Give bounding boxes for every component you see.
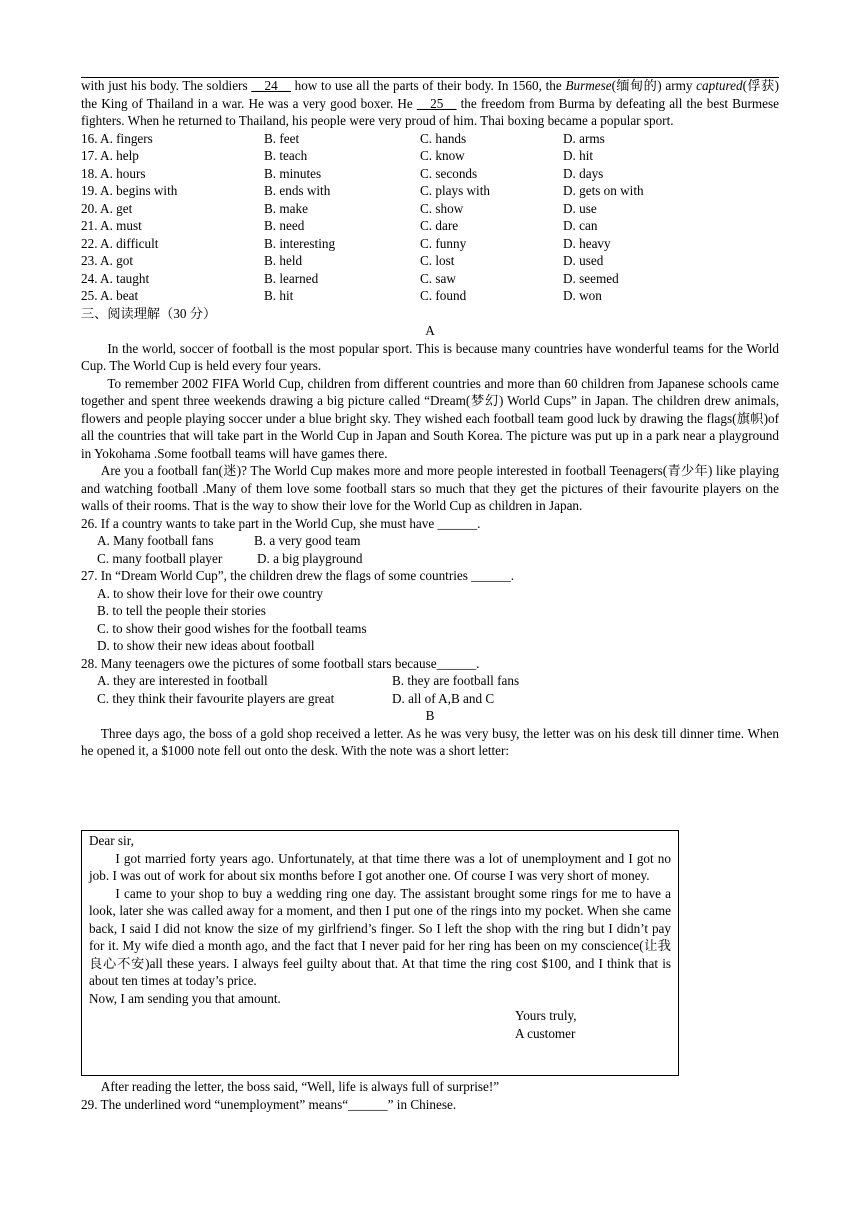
question-29-stem: 29. The underlined word “unemployment” means“______” in Chinese. bbox=[81, 1096, 457, 1112]
option-a: A. Many football fans bbox=[97, 533, 214, 548]
choice-c: C. lost bbox=[420, 253, 455, 268]
choice-a: 25. A. beat bbox=[81, 288, 139, 303]
choice-a: 18. A. hours bbox=[81, 165, 146, 181]
choice-d: D. seemed bbox=[563, 270, 619, 286]
option-row bbox=[81, 532, 779, 550]
option-d: D. to show their new ideas about football bbox=[97, 638, 315, 653]
option-a: A. to show their love for their owe country bbox=[97, 585, 323, 601]
option-d: D. a big playground bbox=[257, 550, 363, 566]
choice-a: 24. A. taught bbox=[81, 270, 150, 286]
choice-c: C. seconds bbox=[420, 165, 478, 181]
passage-a-paragraph: Are you a football fan(迷)? The World Cup makes more and more people interested in football Teenagers(青少年) like playing and watching football .Many of them love some football stars so much that they get the pictures of their favourite players on the walls of their rooms. That is the way to show their love for the World Cup as children in Japan. bbox=[81, 463, 779, 513]
choice-b: B. hit bbox=[264, 288, 294, 303]
letter-paragraph: Now, I am sending you that amount. bbox=[89, 990, 281, 1006]
choice-d: D. can bbox=[563, 218, 598, 233]
question-27 bbox=[81, 567, 779, 655]
cloze-text: with just his body. The soldiers bbox=[81, 78, 252, 93]
choice-d: D. hit bbox=[563, 148, 594, 163]
letter-paragraph: I came to your shop to buy a wedding ring one day. The assistant brought some rings for me to have a look, later she was called away for a moment, and then I put one of the rings into my pocket. When she came back, I said I did not know the size of my girlfriend’s finger. So I left the shop with the ring but I didn’t pay for it. My wife died a month ago, and the fact that I never paid for her ring has been on my conscience(让我良心不安)all these years. I always feel guilty about that. At that time the ring cost $100, and I think that is about ten times at today’s price. bbox=[89, 885, 671, 988]
option-b: B. to tell the people their stories bbox=[97, 603, 266, 618]
cloze-text: (俘获) the King of Thailand in a war. He was a very good boxer. He bbox=[81, 78, 779, 111]
passage-b-after bbox=[81, 1078, 779, 1113]
option-b: B. a very good team bbox=[254, 533, 361, 548]
choice-c: C. hands bbox=[420, 130, 467, 146]
section-title: 三、阅读理解（30 分） bbox=[81, 305, 217, 321]
letter-paragraph: I got married forty years ago. Unfortunately, at that time there was a lot of unemployment and I got no job. I was out of work for about six months before I got another one. Of course I was very short of money. bbox=[89, 850, 671, 883]
option-a: A. they are interested in football bbox=[97, 673, 268, 688]
choice-row bbox=[81, 252, 779, 270]
cloze-passage-tail bbox=[81, 77, 779, 130]
choice-d: D. heavy bbox=[563, 235, 611, 251]
choice-row bbox=[81, 217, 779, 235]
choice-d: D. use bbox=[563, 200, 597, 216]
option-b: B. they are football fans bbox=[392, 673, 520, 688]
choice-b: B. make bbox=[264, 200, 308, 216]
passage-a-label: A bbox=[425, 323, 435, 338]
choice-a: 23. A. got bbox=[81, 253, 134, 268]
passage-b-label: B bbox=[425, 708, 435, 723]
document-body bbox=[81, 77, 779, 760]
blank-25: __25__ bbox=[416, 95, 457, 111]
choice-c: C. plays with bbox=[420, 183, 490, 198]
letter-signature: A customer bbox=[515, 1025, 576, 1041]
letter-closing: Yours truly, bbox=[515, 1008, 577, 1023]
question-28 bbox=[81, 655, 779, 708]
choice-c: C. show bbox=[420, 200, 464, 216]
choice-d: D. arms bbox=[563, 130, 605, 146]
choice-b: B. ends with bbox=[264, 183, 331, 198]
choice-c: C. found bbox=[420, 288, 467, 303]
cloze-text: the freedom from Burma by defeating all the best Burmese fighters. When he returned to Thailand, his people were very proud of him. Thai boxing became a popular sport. bbox=[81, 95, 780, 128]
choice-a: 21. A. must bbox=[81, 218, 142, 233]
choice-row bbox=[81, 147, 779, 165]
passage-b-conclusion: After reading the letter, the boss said, “Well, life is always full of surprise!” bbox=[100, 1079, 500, 1094]
choice-a: 20. A. get bbox=[81, 200, 133, 216]
option-row bbox=[81, 672, 779, 690]
passage-a-paragraph: To remember 2002 FIFA World Cup, children from different countries and more than 60 children from Japanese schools came together and spent three weekends drawing a big picture called “Dream(梦幻) World Cups” in Japan. The children drew animals, flowers and people playing soccer under a blue bright sky. They wished each football team good luck by drawing the flags(旗帜)of all the countries that will take part in the World Cup in Japan and South Korea. The picture was put up in a park near a playground in Yokohama .Some football teams will have games there. bbox=[81, 375, 779, 461]
choice-a: 16. A. fingers bbox=[81, 130, 153, 146]
passage-a-paragraph: In the world, soccer of football is the most popular sport. This is because many countries have wonderful teams for the World Cup. The World Cup is held every four years. bbox=[81, 340, 779, 373]
letter-box bbox=[81, 830, 679, 1076]
option-c: C. many football player bbox=[97, 550, 223, 566]
choice-a: 19. A. begins with bbox=[81, 183, 178, 198]
blank-24: __24__ bbox=[251, 78, 291, 93]
question-26 bbox=[81, 515, 779, 568]
choice-b: B. learned bbox=[264, 270, 319, 286]
choice-table bbox=[81, 130, 779, 305]
option-row bbox=[81, 690, 779, 708]
choice-c: C. dare bbox=[420, 218, 459, 233]
question-stem: 27. In “Dream World Cup”, the children drew the flags of some countries ______. bbox=[81, 568, 515, 583]
choice-d: D. used bbox=[563, 253, 604, 268]
choice-d: D. won bbox=[563, 288, 602, 303]
choice-b: B. held bbox=[264, 253, 303, 268]
choice-a: 22. A. difficult bbox=[81, 235, 159, 251]
choice-b: B. minutes bbox=[264, 165, 322, 181]
choice-d: D. gets on with bbox=[563, 183, 644, 198]
option-c: C. they think their favourite players are great bbox=[97, 690, 335, 706]
cloze-term: Burmese bbox=[565, 78, 612, 93]
question-stem: 28. Many teenagers owe the pictures of some football stars because______. bbox=[81, 655, 480, 671]
cloze-term: captured bbox=[696, 78, 743, 93]
choice-b: B. interesting bbox=[264, 235, 336, 251]
choice-a: 17. A. help bbox=[81, 148, 139, 163]
choice-row bbox=[81, 182, 779, 200]
choice-b: B. teach bbox=[264, 148, 308, 163]
cloze-text: (缅甸的) army bbox=[611, 78, 697, 93]
choice-row bbox=[81, 200, 779, 218]
choice-c: C. know bbox=[420, 148, 465, 163]
choice-row bbox=[81, 287, 779, 305]
choice-row bbox=[81, 270, 779, 288]
choice-row bbox=[81, 130, 779, 148]
choice-b: B. need bbox=[264, 218, 305, 233]
option-c: C. to show their good wishes for the football teams bbox=[97, 620, 367, 636]
option-d: D. all of A,B and C bbox=[392, 690, 495, 706]
choice-row bbox=[81, 165, 779, 183]
option-row bbox=[81, 550, 779, 568]
choice-c: C. saw bbox=[420, 270, 456, 286]
letter-salutation: Dear sir, bbox=[89, 833, 134, 848]
choice-c: C. funny bbox=[420, 235, 467, 251]
passage-b-intro: Three days ago, the boss of a gold shop received a letter. As he was very busy, the letter was on his desk till dinner time. When he opened it, a $1000 note fell out onto the desk. With the note was a short letter: bbox=[81, 725, 779, 758]
choice-d: D. days bbox=[563, 165, 604, 181]
question-stem: 26. If a country wants to take part in the World Cup, she must have ______. bbox=[81, 515, 481, 531]
choice-row bbox=[81, 235, 779, 253]
cloze-text: how to use all the parts of their body. In 1560, the bbox=[290, 78, 566, 93]
choice-b: B. feet bbox=[264, 130, 300, 146]
